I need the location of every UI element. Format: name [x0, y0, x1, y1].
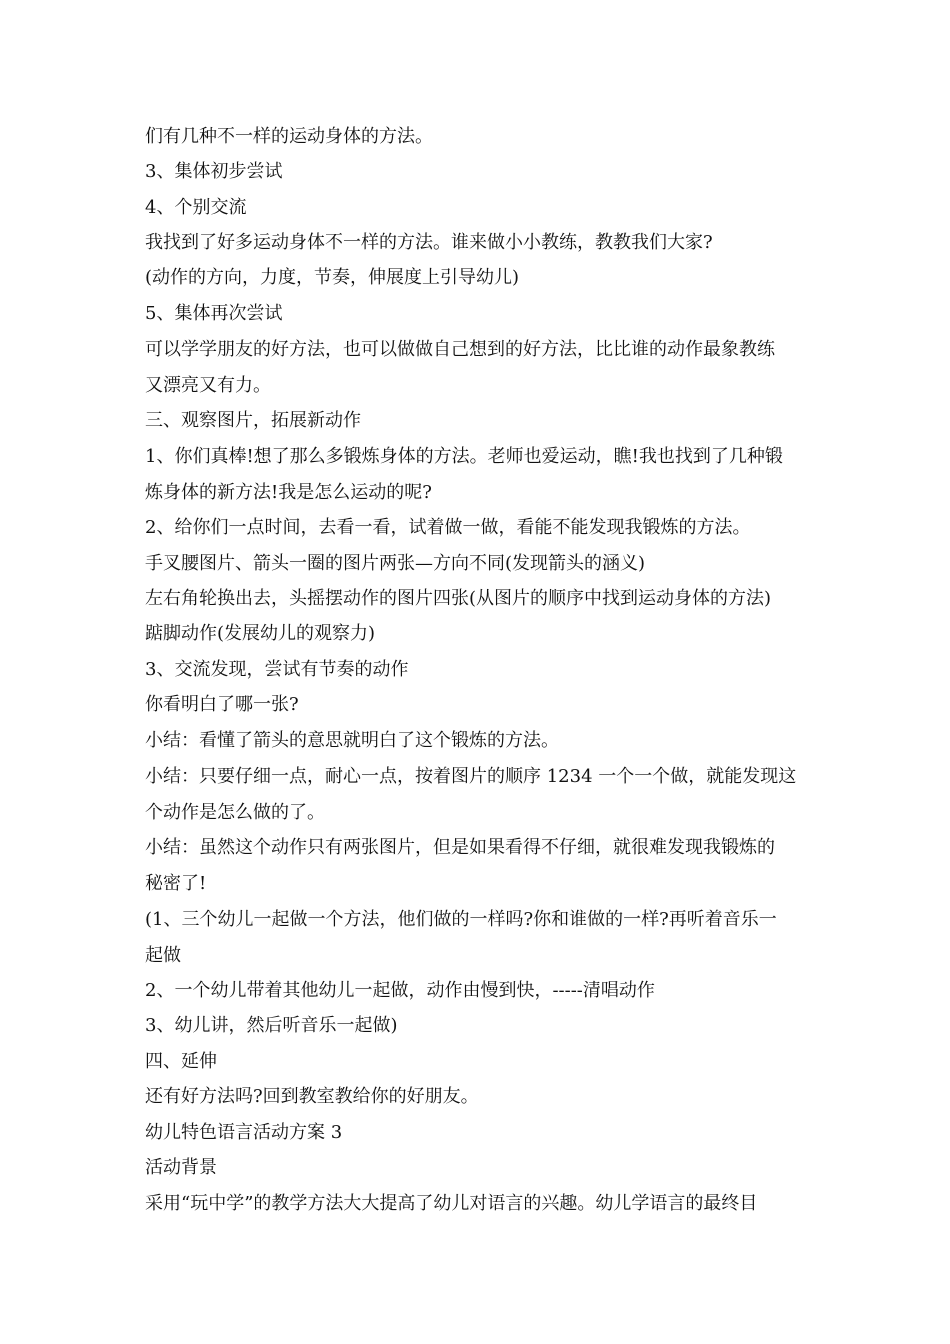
text-line: 2、一个幼儿带着其他幼儿一起做，动作由慢到快，-----清唱动作	[145, 980, 655, 1001]
text-line: 四、延伸	[145, 1051, 217, 1072]
text-line: 5、集体再次尝试	[145, 303, 283, 324]
text-line: (动作的方向，力度，节奏，伸展度上引导幼儿)	[145, 267, 520, 288]
text-line: 小结：只要仔细一点，耐心一点，按着图片的顺序 1234 一个一个做，就能发现这	[145, 766, 797, 787]
text-line: 秘密了!	[145, 873, 207, 894]
text-line: 又漂亮又有力。	[145, 375, 271, 396]
text-line: 3、集体初步尝试	[145, 161, 283, 182]
text-line: 踮脚动作(发展幼儿的观察力)	[145, 623, 376, 644]
text-line: 活动背景	[145, 1157, 217, 1178]
text-line: 手叉腰图片、箭头一圈的图片两张—方向不同(发现箭头的涵义)	[145, 553, 646, 574]
text-line: 小结：虽然这个动作只有两张图片，但是如果看得不仔细，就很难发现我锻炼的	[145, 837, 775, 858]
text-line: 炼身体的新方法!我是怎么运动的呢?	[145, 482, 432, 503]
text-line: 幼儿特色语言活动方案 3	[145, 1122, 343, 1143]
text-line: 可以学学朋友的好方法，也可以做做自己想到的好方法，比比谁的动作最象教练	[145, 339, 775, 360]
text-line: 4、个别交流	[145, 197, 247, 218]
text-line: 起做	[145, 945, 181, 966]
text-line: 采用“玩中学”的教学方法大大提高了幼儿对语言的兴趣。幼儿学语言的最终目	[145, 1193, 758, 1214]
text-line: 们有几种不一样的运动身体的方法。	[145, 126, 433, 147]
text-line: 2、给你们一点时间，去看一看，试着做一做，看能不能发现我锻炼的方法。	[145, 517, 751, 538]
text-line: 三、观察图片，拓展新动作	[145, 410, 361, 431]
text-line: 1、你们真棒!想了那么多锻炼身体的方法。老师也爱运动，瞧!我也找到了几种锻	[145, 446, 783, 467]
text-line: (1、三个幼儿一起做一个方法，他们做的一样吗?你和谁做的一样?再听着音乐一	[145, 909, 777, 930]
text-line: 你看明白了哪一张?	[145, 694, 299, 715]
text-line: 还有好方法吗?回到教室教给你的好朋友。	[145, 1086, 479, 1107]
text-line: 我找到了好多运动身体不一样的方法。谁来做小小教练，教教我们大家?	[145, 232, 713, 253]
text-line: 左右角轮换出去，头摇摆动作的图片四张(从图片的顺序中找到运动身体的方法)	[145, 588, 772, 609]
text-line: 3、交流发现，尝试有节奏的动作	[145, 659, 409, 680]
text-line: 小结：看懂了箭头的意思就明白了这个锻炼的方法。	[145, 730, 559, 751]
text-line: 3、幼儿讲，然后听音乐一起做)	[145, 1015, 398, 1036]
text-line: 个动作是怎么做的了。	[145, 802, 325, 823]
